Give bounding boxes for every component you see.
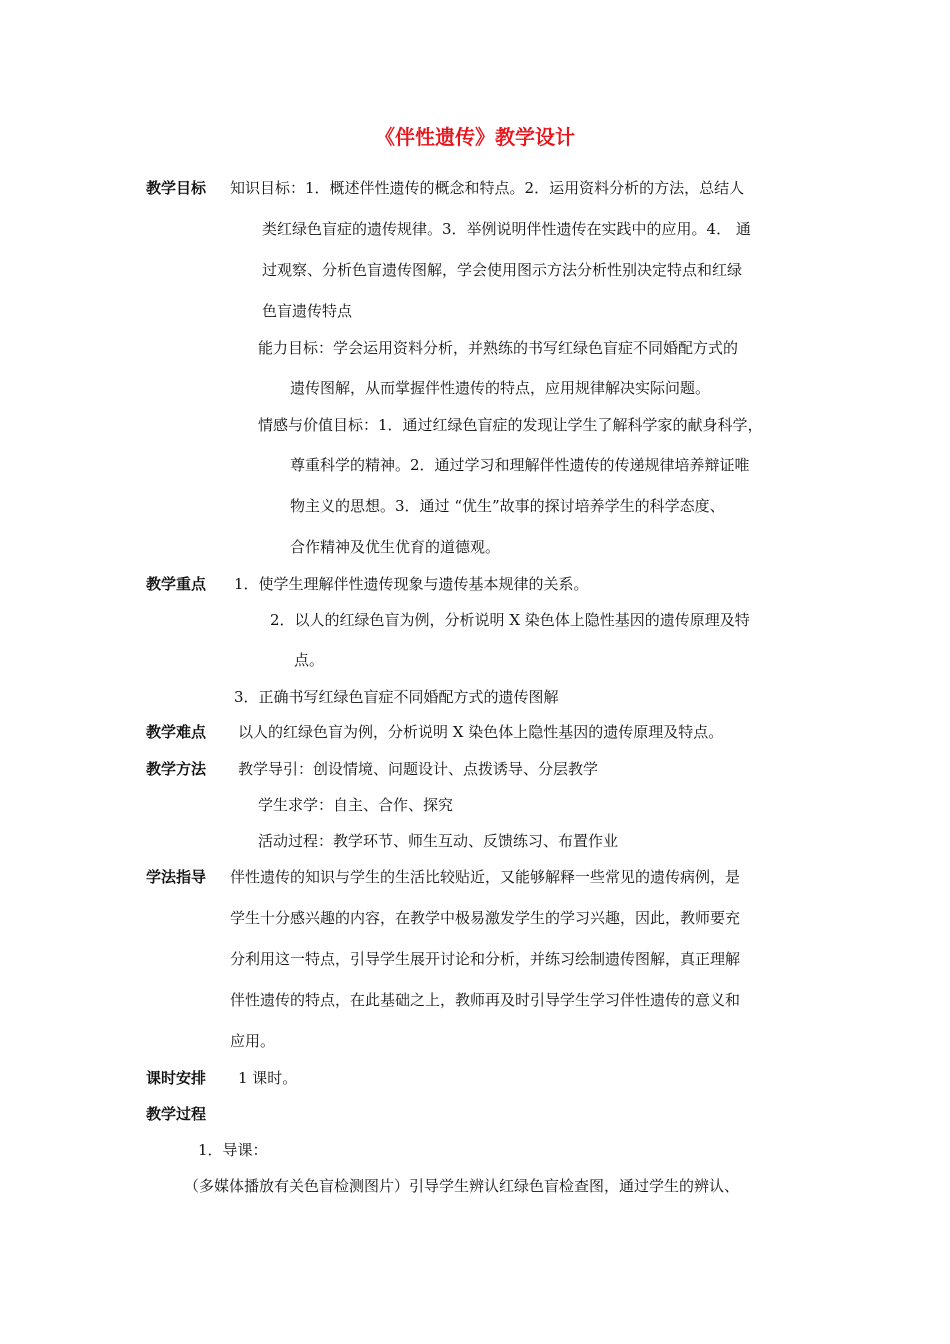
emotion-line: 情感与价值目标：1．通过红绿色盲症的发现让学生了解科学家的献身科学， (258, 416, 763, 434)
key-point-line: 2．以人的红绿色盲为例，分析说明 X 染色体上隐性基因的遗传原理及特 (270, 611, 750, 629)
knowledge-line: 过观察、分析色盲遗传图解，学会使用图示方法分析性别决定特点和红绿 (262, 261, 743, 279)
key-point-line: 1．使学生理解伴性遗传现象与遗传基本规律的关系。 (234, 575, 589, 593)
difficulty-label: 教学难点 (146, 723, 207, 741)
emotion-line: 合作精神及优生优育的道德观。 (290, 538, 501, 556)
key-points-label: 教学重点 (146, 575, 207, 593)
emotion-line: 物主义的思想。3．通过 “优生”故事的探讨培养学生的科学态度、 (290, 497, 725, 515)
knowledge-line: 色盲遗传特点 (262, 302, 353, 320)
ability-line: 能力目标：学会运用资料分析，并熟练的书写红绿色盲症不同婚配方式的 (258, 339, 739, 357)
study-guide-line: 伴性遗传的知识与学生的生活比较贴近，又能够解释一些常见的遗传病例，是 (230, 868, 741, 886)
ability-line: 遗传图解，从而掌握伴性遗传的特点，应用规律解决实际问题。 (290, 379, 711, 397)
emotion-line: 尊重科学的精神。2．通过学习和理解伴性遗传的传递规律培养辩证唯 (290, 456, 750, 474)
method-line: 活动过程：教学环节、师生互动、反馈练习、布置作业 (258, 832, 619, 850)
schedule-text: 1 课时。 (238, 1069, 298, 1087)
process-label: 教学过程 (146, 1105, 207, 1123)
method-line: 教学导引：创设情境、问题设计、点拨诱导、分层教学 (238, 760, 599, 778)
methods-label: 教学方法 (146, 760, 207, 778)
process-step: 1．导课： (198, 1141, 268, 1159)
knowledge-line: 知识目标：1．概述伴性遗传的概念和特点。2．运用资料分析的方法，总结人 (230, 179, 745, 197)
difficulty-text: 以人的红绿色盲为例，分析说明 X 染色体上隐性基因的遗传原理及特点。 (238, 723, 724, 741)
method-line: 学生求学：自主、合作、探究 (258, 796, 454, 814)
key-point-line: 3．正确书写红绿色盲症不同婚配方式的遗传图解 (234, 688, 559, 706)
study-guide-line: 学生十分感兴趣的内容，在教学中极易激发学生的学习兴趣，因此，教师要充 (230, 909, 741, 927)
objectives-label: 教学目标 (146, 179, 207, 197)
schedule-label: 课时安排 (146, 1069, 207, 1087)
process-step-text: （多媒体播放有关色盲检测图片）引导学生辨认红绿色盲检查图，通过学生的辨认、 (184, 1177, 740, 1195)
knowledge-line: 类红绿色盲症的遗传规律。3．举例说明伴性遗传在实践中的应用。4． 通 (262, 220, 751, 238)
study-guide-line: 伴性遗传的特点，在此基础之上，教师再及时引导学生学习伴性遗传的意义和 (230, 991, 741, 1009)
study-guide-line: 应用。 (230, 1032, 276, 1050)
study-guide-line: 分利用这一特点，引导学生展开讨论和分析，并练习绘制遗传图解，真正理解 (230, 950, 741, 968)
page-title: 《伴性遗传》教学设计 (375, 125, 575, 149)
study-guide-label: 学法指导 (146, 868, 207, 886)
key-point-line: 点。 (294, 651, 325, 669)
